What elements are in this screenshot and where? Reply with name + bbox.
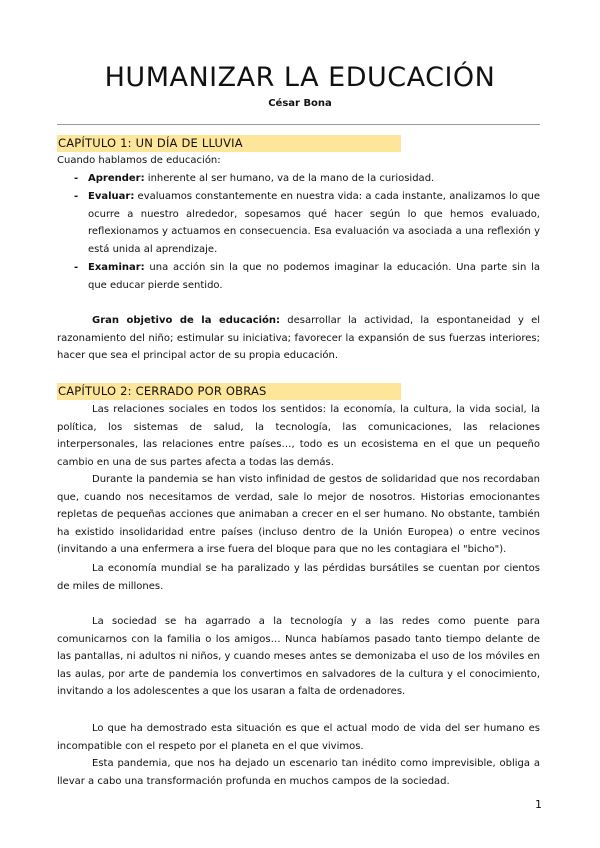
bullet-term: Evaluar: xyxy=(88,191,135,202)
bullet-term: Aprender: xyxy=(88,173,145,184)
education-goal-paragraph xyxy=(57,312,540,365)
chapter-1-heading: CAPÍTULO 1: UN DÍA DE LLUVIA xyxy=(57,135,401,152)
goal-term: Gran objetivo de la educación: xyxy=(92,315,281,326)
paragraph: Durante la pandemia se han visto infinidad de gestos de solidaridad que nos recordaban que, cuando nos necesitamos de verdad, sale lo mejor de nosotros. Historias emocionantes repletas de pequeñas acciones que animaban a crecer en el ser humano. No obstante, también ha existido insolidaridad entre países (incluso dentro de la Unión Europea) o entre vecinos (invitando a una enfermera a irse fuera del bloque para que no les contagiara el "bicho"). xyxy=(57,474,540,555)
chapter-1-intro: Cuando hablamos de educación: xyxy=(57,155,221,166)
bullet-text: evaluamos constantemente en nuestra vida: a cada instante, analizamos lo que ocurre a nuestro alrededor, sopesamos qué hacer según lo que hemos evaluado, reflexionamos y actuamos en consecuencia. Esa evaluación va asociada a una reflexión y está unida al aprendizaje. xyxy=(88,191,540,255)
paragraph: Esta pandemia, que nos ha dejado un escenario tan inédito como imprevisible, obliga a llevar a cabo una transformación profunda en muchos campos de la sociedad. xyxy=(57,758,540,787)
goal-text: desarrollar la actividad, la espontaneidad y el razonamiento del niño; estimular su iniciativa; favorecer la expansión de sus fuerzas interiores; hacer que sea el principal actor de su propia educación. xyxy=(57,315,540,361)
bullet-term: Examinar: xyxy=(88,262,145,273)
document-title: HUMANIZAR LA EDUCACIÓN xyxy=(104,62,496,93)
paragraph: La economía mundial se ha paralizado y las pérdidas bursátiles se cuentan por cientos de miles de millones. xyxy=(57,563,540,592)
bullet-examinar xyxy=(74,259,540,294)
title-divider xyxy=(57,124,540,125)
chapter-2-heading: CAPÍTULO 2: CERRADO POR OBRAS xyxy=(57,383,401,400)
bullet-dash: - xyxy=(74,262,79,273)
bullet-dash: - xyxy=(74,191,79,202)
page-number: 1 xyxy=(535,798,542,811)
bullet-evaluar xyxy=(74,188,540,258)
document-author: César Bona xyxy=(268,98,332,109)
paragraph: Lo que ha demostrado esta situación es que el actual modo de vida del ser humano es incompatible con el respeto por el planeta en el que vivimos. xyxy=(57,723,540,752)
bullet-text: inherente al ser humano, va de la mano de la curiosidad. xyxy=(144,173,435,184)
bullet-aprender xyxy=(74,170,540,188)
paragraph: La sociedad se ha agarrado a la tecnología y a las redes como puente para comunicarnos con la familia o los amigos… Nunca habíamos pasado tanto tiempo delante de las pantallas, ni adultos ni niños, y cuando meses antes se demonizaba el uso de los móviles en las aulas, por arte de pandemia los convertimos en salvadores de la cultura y el conocimiento, invitando a los adolescentes a que los usaran a falta de ordenadores. xyxy=(57,616,540,697)
bullet-dash: - xyxy=(74,173,79,184)
bullet-text: una acción sin la que no podemos imaginar la educación. Una parte sin la que educar pierde sentido. xyxy=(88,262,540,291)
paragraph: Las relaciones sociales en todos los sentidos: la economía, la cultura, la vida social, la política, los sistemas de salud, la tecnología, las comunicaciones, las relaciones interpersonales, las relaciones entre países…, todo es un ecosistema en el que un pequeño cambio en una de sus partes afecta a todas las demás. xyxy=(57,404,540,468)
